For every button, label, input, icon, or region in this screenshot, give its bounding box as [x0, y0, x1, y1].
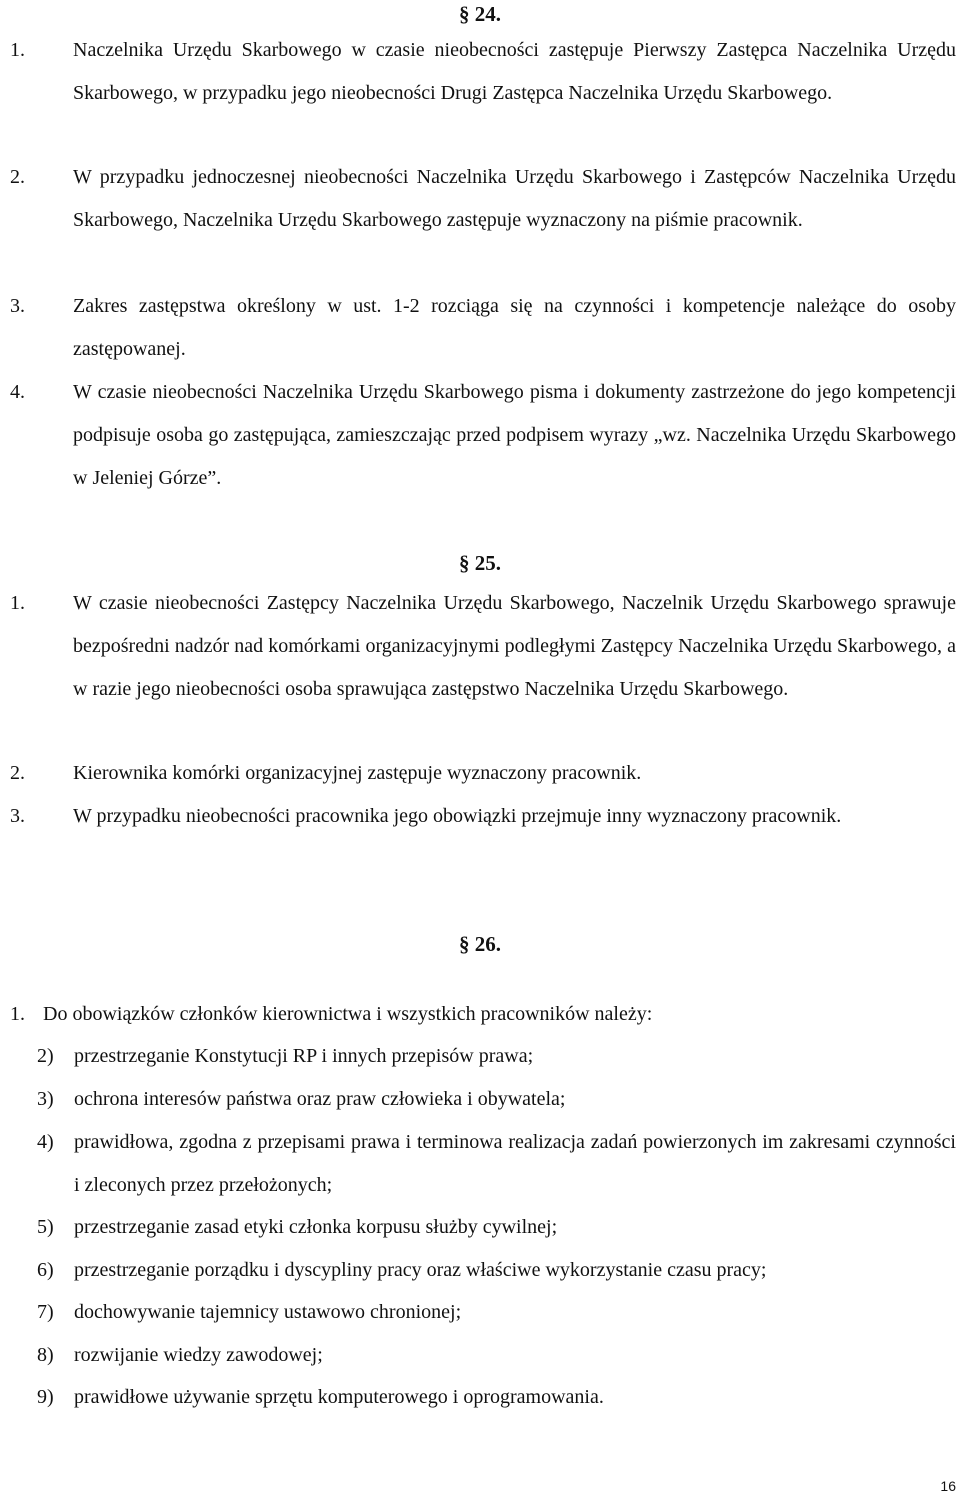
paragraph-number: 3. — [10, 295, 25, 317]
list-item — [37, 1035, 956, 1078]
list-item-text: przestrzeganie porządku i dyscypliny pracy oraz właściwe wykorzystanie czasu pracy; — [74, 1259, 767, 1281]
paragraph-item — [10, 795, 956, 838]
paragraph-text: W czasie nieobecności Naczelnika Urzędu Skarbowego pisma i dokumenty zastrzeżone do jego kompetencji podpisuje osoba go zastępująca, zamieszczając przed podpisem wyrazy „wz. Naczelnika Urzędu Skarbowego w Jeleniej Górze”. — [73, 381, 956, 489]
section-heading: § 25. — [459, 551, 501, 575]
list-item-text: ochrona interesów państwa oraz praw człowieka i obywatela; — [74, 1088, 566, 1110]
list-item — [37, 1121, 956, 1207]
list-item-text: przestrzeganie Konstytucji RP i innych przepisów prawa; — [74, 1045, 534, 1067]
paragraph-text: W przypadku jednoczesnej nieobecności Naczelnika Urzędu Skarbowego i Zastępców Naczelnika Urzędu Skarbowego, Naczelnika Urzędu Skarbowego zastępuje wyznaczony na piśmie pracownik. — [73, 166, 956, 231]
list-item-number: 9) — [37, 1386, 54, 1408]
paragraph-text: W przypadku nieobecności pracownika jego obowiązki przejmuje inny wyznaczony pracownik. — [73, 805, 842, 827]
list-item-text: dochowywanie tajemnicy ustawowo chronionej; — [74, 1301, 462, 1323]
list-item — [37, 1334, 956, 1377]
list-item-number: 2) — [37, 1045, 54, 1067]
list-item-number: 7) — [37, 1301, 54, 1323]
list-item-number: 4) — [37, 1131, 54, 1153]
paragraph-number: 1. — [10, 39, 25, 61]
list-item — [37, 1249, 956, 1292]
paragraph-number: 1. — [10, 592, 25, 614]
list-item — [37, 1206, 956, 1249]
paragraph-number: 3. — [10, 805, 25, 827]
paragraph-item — [10, 582, 956, 711]
list-item-number: 3) — [37, 1088, 54, 1110]
list-item-text: prawidłowe używanie sprzętu komputerowego i oprogramowania. — [74, 1386, 604, 1408]
paragraph-number: 2. — [10, 166, 25, 188]
list-item — [37, 1376, 956, 1419]
paragraph-text: Zakres zastępstwa określony w ust. 1-2 rozciąga się na czynności i kompetencje należące do osoby zastępowanej. — [73, 295, 956, 360]
paragraph-text: Do obowiązków członków kierownictwa i wszystkich pracowników należy: — [43, 1003, 653, 1025]
paragraph-text: Naczelnika Urzędu Skarbowego w czasie nieobecności zastępuje Pierwszy Zastępca Naczelnika Urzędu Skarbowego, w przypadku jego nieobecności Drugi Zastępca Naczelnika Urzędu Skarbowego. — [73, 39, 956, 104]
list-item-number: 8) — [37, 1344, 54, 1366]
paragraph-text: Kierownika komórki organizacyjnej zastępuje wyznaczony pracownik. — [73, 762, 642, 784]
paragraph-text: W czasie nieobecności Zastępcy Naczelnika Urzędu Skarbowego, Naczelnik Urzędu Skarbowego sprawuje bezpośredni nadzór nad komórkami organizacyjnymi podległymi Zastępcy Naczelnika Urzędu Skarbowego, a w razie jego nieobecności osoba sprawująca zastępstwo Naczelnika Urzędu Skarbowego. — [73, 592, 956, 700]
page-number: 16 — [940, 1478, 956, 1494]
list-item-text: rozwijanie wiedzy zawodowej; — [74, 1344, 323, 1366]
list-item-number: 6) — [37, 1259, 54, 1281]
paragraph-item — [10, 371, 956, 500]
paragraph-item — [10, 29, 956, 115]
paragraph-number: 1. — [10, 1003, 25, 1025]
paragraph-number: 2. — [10, 762, 25, 784]
paragraph-item — [10, 156, 956, 242]
paragraph-item — [10, 993, 956, 1036]
paragraph-number: 4. — [10, 381, 25, 403]
list-item-text: prawidłowa, zgodna z przepisami prawa i terminowa realizacja zadań powierzonych im zakresami czynności i zleconych przez przełożonych; — [74, 1131, 956, 1196]
paragraph-item — [10, 752, 956, 795]
list-item-number: 5) — [37, 1216, 54, 1238]
paragraph-item — [10, 285, 956, 371]
section-heading: § 26. — [459, 932, 501, 956]
list-item — [37, 1291, 956, 1334]
list-item-text: przestrzeganie zasad etyki członka korpusu służby cywilnej; — [74, 1216, 558, 1238]
list-item — [37, 1078, 956, 1121]
section-heading: § 24. — [459, 2, 501, 26]
